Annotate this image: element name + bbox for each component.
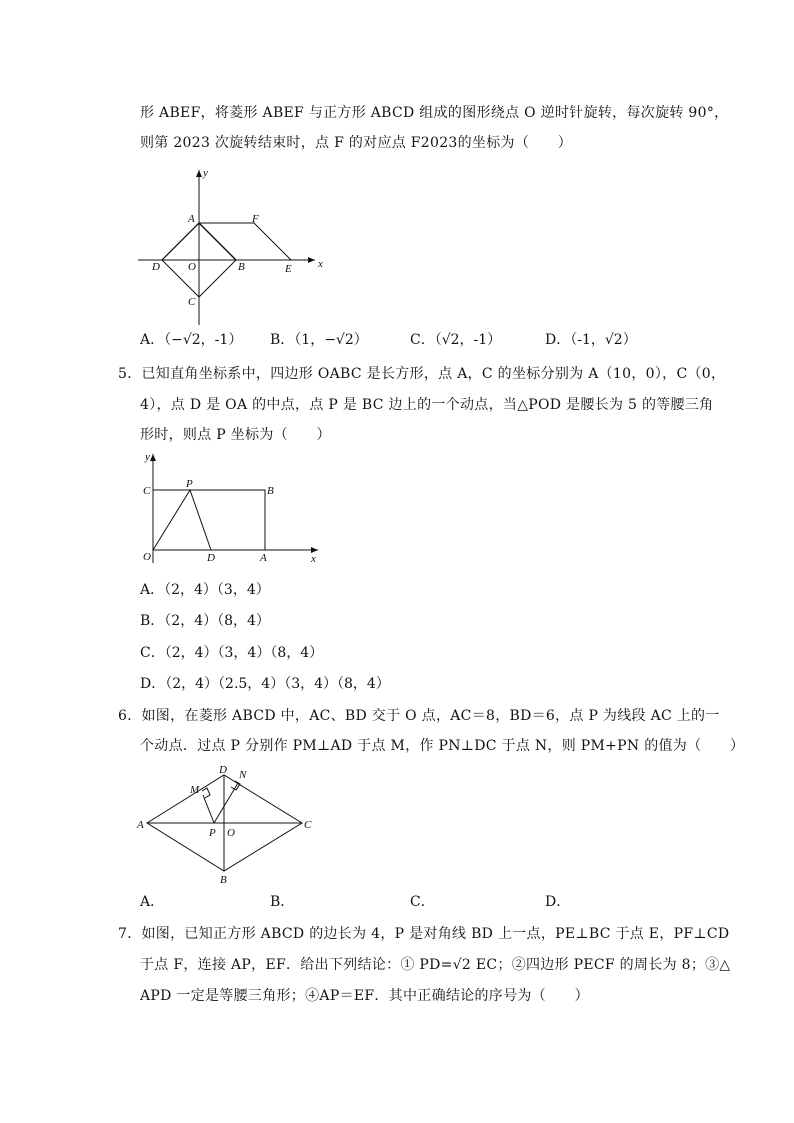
q5-option-b: B．（2，4）（8，4） xyxy=(140,613,270,629)
q6-figure xyxy=(135,765,325,885)
q5-option-c: C．（2，4）（3，4）（8，4） xyxy=(140,645,324,661)
q7-text-line1: 7．如图，已知正方形 ABCD 的边长为 4，P 是对角线 BD 上一点，PE⊥BC 于点 E，PF⊥CD xyxy=(118,926,730,942)
q5-text-line2: 4），点 D 是 OA 的中点，点 P 是 BC 边上的一个动点，当△POD 是腰长为 5 的等腰三角 xyxy=(140,397,714,413)
q6-label-B: B xyxy=(220,874,227,885)
q5-label-B: B xyxy=(267,485,274,497)
q5-label-O: O xyxy=(143,551,151,563)
q6-option-d: D． xyxy=(545,894,571,910)
q6-label-D: D xyxy=(219,765,227,776)
q4-text-line1: 形 ABEF，将菱形 ABEF 与正方形 ABCD 组成的图形绕点 O 逆时针旋转，每次旋转 90°， xyxy=(140,105,729,121)
q6-label-O: O xyxy=(227,827,235,839)
q4-option-c: C．（√2，-1） xyxy=(410,332,502,348)
q4-label-B: B xyxy=(238,261,245,273)
q5-label-P: P xyxy=(186,478,193,490)
q7-text-line2: 于点 F，连接 AP，EF．给出下列结论：① PD=√2 EC；②四边形 PECF 的周长为 8；③△ xyxy=(140,957,731,973)
q4-label-C: C xyxy=(188,296,196,308)
q6-label-M: M xyxy=(190,784,200,796)
q5-option-a: A．（2，4）（3，4） xyxy=(140,582,270,598)
q5-text-line3: 形时，则点 P 坐标为（ ） xyxy=(140,427,331,443)
q5-label-y: y xyxy=(145,451,150,463)
q4-option-a: A．（−√2，-1） xyxy=(140,332,243,348)
q4-label-A: A xyxy=(188,213,195,225)
q7-text-line3: APD 一定是等腰三角形；④AP＝EF．其中正确结论的序号为（ ） xyxy=(140,988,589,1004)
q5-figure xyxy=(135,448,335,566)
q5-label-D: D xyxy=(207,552,215,564)
q4-option-b: B．（1，−√2） xyxy=(270,332,368,348)
q4-label-O: O xyxy=(188,261,196,273)
q6-text-line2: 个动点．过点 P 分别作 PM⊥AD 于点 M，作 PN⊥DC 于点 N，则 PM+PN 的值为（ ） xyxy=(140,738,745,754)
q5-label-C: C xyxy=(143,485,151,497)
q5-label-x: x xyxy=(311,553,316,565)
q4-label-x: x xyxy=(318,258,323,270)
q4-option-d: D．（-1，√2） xyxy=(545,332,637,348)
q5-text-line1: 5．已知直角坐标系中，四边形 OABC 是长方形，点 A，C 的坐标分别为 A（10，0），C（0， xyxy=(118,366,726,382)
q4-label-E: E xyxy=(285,263,292,275)
q6-label-P: P xyxy=(209,827,216,839)
q4-figure xyxy=(130,160,330,330)
q4-label-D: D xyxy=(152,261,160,273)
q6-label-N: N xyxy=(239,769,247,781)
q4-label-F: F xyxy=(252,213,259,225)
q4-label-y: y xyxy=(203,167,208,179)
q6-label-C: C xyxy=(304,819,312,831)
q5-option-d: D．（2，4）（2.5，4）（3，4）（8，4） xyxy=(140,676,390,692)
q6-option-a: A． xyxy=(140,894,165,910)
q6-option-b: B． xyxy=(270,894,295,910)
q6-text-line1: 6．如图，在菱形 ABCD 中，AC、BD 交于 O 点，AC＝8，BD＝6，点 P 为线段 AC 上的一 xyxy=(118,708,720,724)
q6-option-c: C． xyxy=(410,894,435,910)
q5-label-A: A xyxy=(260,552,267,564)
q4-text-line2: 则第 2023 次旋转结束时，点 F 的对应点 F2023的坐标为（ ） xyxy=(140,135,573,151)
q6-label-A: A xyxy=(137,819,144,831)
